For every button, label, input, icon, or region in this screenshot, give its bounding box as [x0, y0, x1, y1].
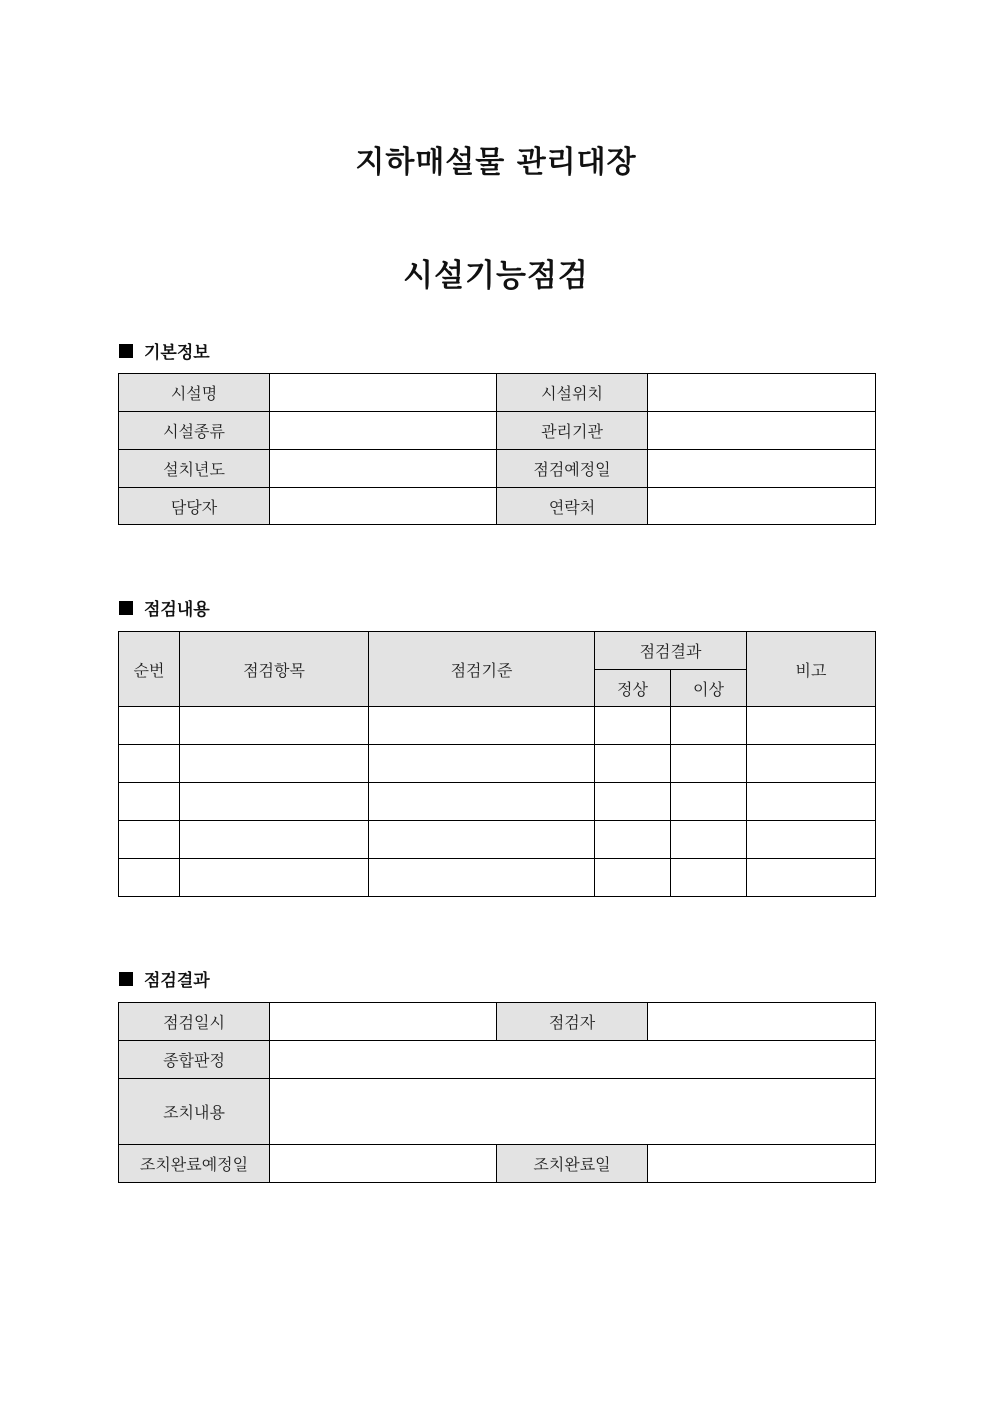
table-row [119, 707, 876, 745]
inspection-datetime-field[interactable] [270, 1003, 497, 1041]
manager-field[interactable] [270, 488, 497, 525]
facility-type-field[interactable] [270, 412, 497, 450]
header-criteria: 점검기준 [369, 632, 595, 707]
table-row [119, 412, 876, 450]
item-cell[interactable] [180, 783, 369, 821]
table-row [119, 783, 876, 821]
header-result: 점검결과 [595, 632, 747, 670]
overall-judgment-label: 종합판정 [119, 1041, 270, 1079]
table-row [119, 1079, 876, 1145]
completion-date-field[interactable] [648, 1145, 876, 1183]
criteria-cell[interactable] [369, 745, 595, 783]
action-details-field[interactable] [270, 1079, 876, 1145]
inspection-heading [119, 595, 210, 620]
remarks-cell[interactable] [747, 745, 876, 783]
remarks-cell[interactable] [747, 707, 876, 745]
criteria-cell[interactable] [369, 821, 595, 859]
item-cell[interactable] [180, 707, 369, 745]
table-row [119, 1003, 876, 1041]
no-cell[interactable] [119, 859, 180, 897]
inspection-heading-label: 점검내용 [144, 600, 210, 620]
completion-date-label: 조치완료일 [497, 1145, 648, 1183]
criteria-cell[interactable] [369, 783, 595, 821]
abnormal-cell[interactable] [671, 707, 747, 745]
abnormal-cell[interactable] [671, 859, 747, 897]
no-cell[interactable] [119, 821, 180, 859]
item-cell[interactable] [180, 859, 369, 897]
basic-info-heading-label: 기본정보 [144, 343, 210, 363]
criteria-cell[interactable] [369, 859, 595, 897]
normal-cell[interactable] [595, 707, 671, 745]
result-table [118, 1002, 876, 1183]
square-bullet-icon [119, 601, 133, 615]
contact-field[interactable] [648, 488, 876, 525]
header-item: 점검항목 [180, 632, 369, 707]
managing-agency-field[interactable] [648, 412, 876, 450]
planned-completion-label: 조치완료예정일 [119, 1145, 270, 1183]
table-row [119, 488, 876, 525]
abnormal-cell[interactable] [671, 745, 747, 783]
normal-cell[interactable] [595, 745, 671, 783]
facility-name-field[interactable] [270, 374, 497, 412]
document-title: 지하매설물 관리대장 [355, 145, 637, 180]
manager-label: 담당자 [119, 488, 270, 525]
overall-judgment-field[interactable] [270, 1041, 876, 1079]
table-row [119, 859, 876, 897]
abnormal-cell[interactable] [671, 783, 747, 821]
header-remarks: 비고 [747, 632, 876, 707]
table-row [119, 374, 876, 412]
inspection-table [118, 631, 876, 897]
facility-location-field[interactable] [648, 374, 876, 412]
install-year-field[interactable] [270, 450, 497, 488]
inspector-field[interactable] [648, 1003, 876, 1041]
inspector-label: 점검자 [497, 1003, 648, 1041]
contact-label: 연락처 [497, 488, 648, 525]
square-bullet-icon [119, 344, 133, 358]
no-cell[interactable] [119, 783, 180, 821]
no-cell[interactable] [119, 745, 180, 783]
scheduled-inspection-label: 점검예정일 [497, 450, 648, 488]
header-no: 순번 [119, 632, 180, 707]
table-row [119, 745, 876, 783]
remarks-cell[interactable] [747, 783, 876, 821]
planned-completion-field[interactable] [270, 1145, 497, 1183]
remarks-cell[interactable] [747, 859, 876, 897]
header-normal: 정상 [595, 670, 671, 707]
install-year-label: 설치년도 [119, 450, 270, 488]
table-row [119, 1041, 876, 1079]
square-bullet-icon [119, 972, 133, 986]
table-row [119, 821, 876, 859]
facility-name-label: 시설명 [119, 374, 270, 412]
result-heading [119, 966, 210, 991]
table-row [119, 450, 876, 488]
normal-cell[interactable] [595, 821, 671, 859]
scheduled-inspection-field[interactable] [648, 450, 876, 488]
document-subtitle: 시설기능점검 [403, 258, 589, 294]
facility-location-label: 시설위치 [497, 374, 648, 412]
abnormal-cell[interactable] [671, 821, 747, 859]
no-cell[interactable] [119, 707, 180, 745]
result-heading-label: 점검결과 [144, 971, 210, 991]
action-details-label: 조치내용 [119, 1079, 270, 1145]
item-cell[interactable] [180, 745, 369, 783]
basic-info-table [118, 373, 876, 525]
remarks-cell[interactable] [747, 821, 876, 859]
normal-cell[interactable] [595, 859, 671, 897]
basic-info-heading [119, 338, 210, 363]
table-row [119, 1145, 876, 1183]
header-abnormal: 이상 [671, 670, 747, 707]
item-cell[interactable] [180, 821, 369, 859]
managing-agency-label: 관리기관 [497, 412, 648, 450]
criteria-cell[interactable] [369, 707, 595, 745]
inspection-datetime-label: 점검일시 [119, 1003, 270, 1041]
normal-cell[interactable] [595, 783, 671, 821]
table-header-row [119, 632, 876, 670]
facility-type-label: 시설종류 [119, 412, 270, 450]
